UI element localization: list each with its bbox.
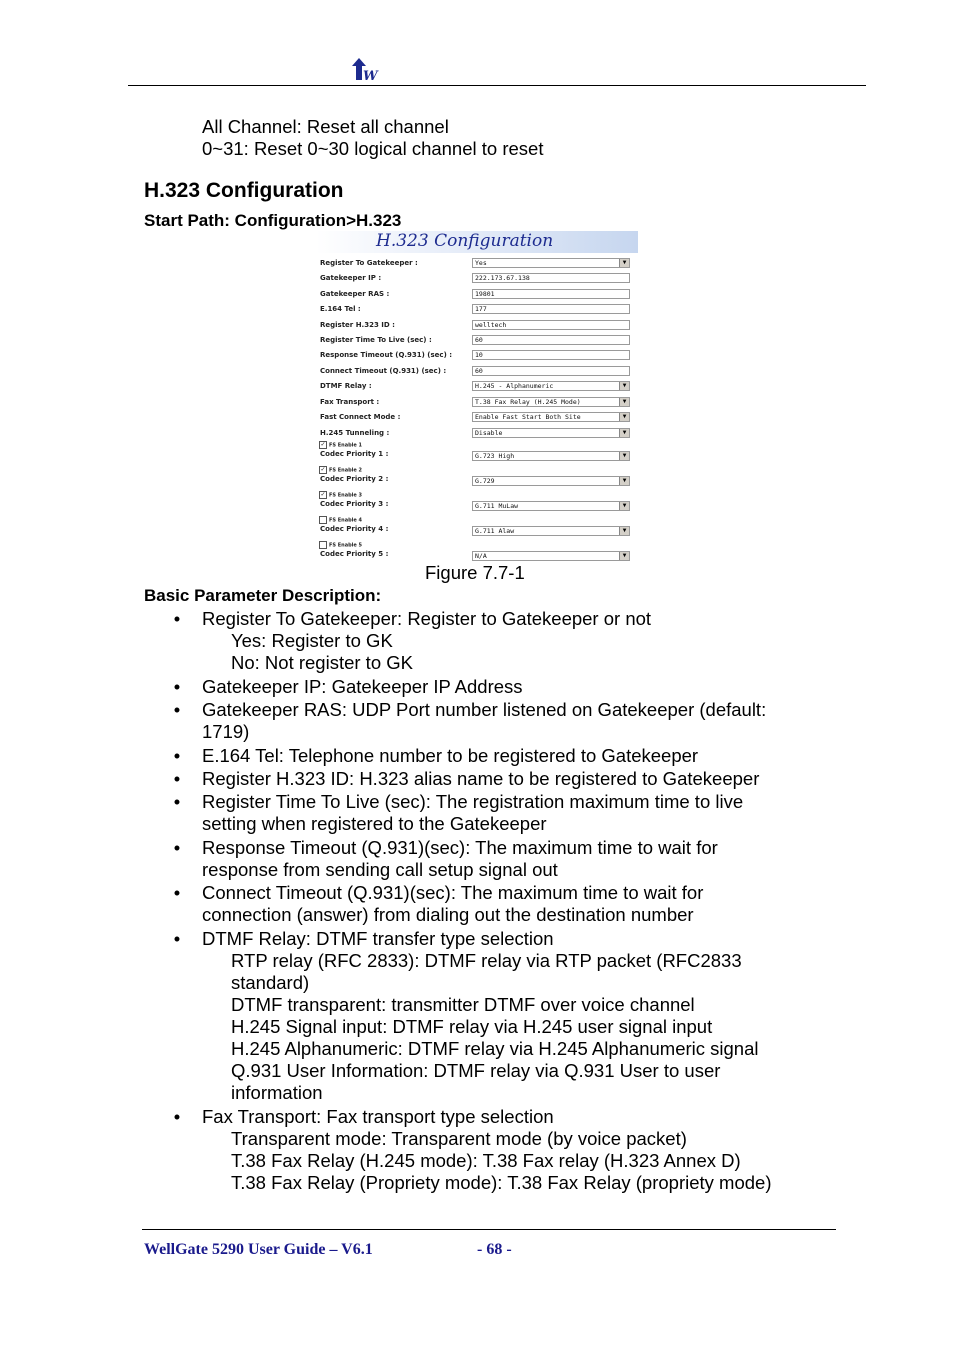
list-item: Gatekeeper IP: Gatekeeper IP Address	[202, 676, 523, 697]
list-item: E.164 Tel: Telephone number to be registered to Gatekeeper	[202, 745, 699, 766]
row-label: Connect Timeout (Q.931) (sec) :	[320, 367, 447, 375]
list-subitem: Transparent mode: Transparent mode (by voice packet)	[231, 1128, 687, 1149]
list-item: Gatekeeper RAS: UDP Port number listened on Gatekeeper (default: 1719)	[202, 699, 767, 742]
list-subitem: H.245 Alphanumeric: DTMF relay via H.245 Alphanumeric signal	[231, 1038, 759, 1059]
fast-connect-select[interactable]: Enable Fast Start Both Site ▼	[472, 412, 630, 422]
list-item: Fax Transport: Fax transport type selection	[202, 1106, 554, 1127]
row-label: Fast Connect Mode :	[320, 413, 401, 421]
row-label: Register Time To Live (sec) :	[320, 336, 432, 344]
checkbox-icon[interactable]: ✓	[320, 441, 326, 448]
fs-enable-checkbox[interactable]: ✓ FS Enable 3	[320, 491, 363, 499]
row-label: Fax Transport :	[320, 398, 380, 406]
row-label: Gatekeeper RAS :	[320, 290, 390, 298]
chevron-down-icon: ▼	[619, 527, 629, 535]
bullet-icon: •	[173, 882, 181, 903]
fs-enable-checkbox[interactable]: ✓ FS Enable 1	[320, 441, 363, 449]
list-subitem: Yes: Register to GK	[231, 630, 393, 651]
fs-enable-checkbox[interactable]: FS Enable 4	[319, 516, 362, 524]
panel-title-bar	[316, 231, 638, 253]
panel-title: H.323 Configuration	[376, 231, 554, 251]
fax-transport-select[interactable]: T.38 Fax Relay (H.245 Mode) ▼	[472, 397, 630, 407]
intro-line: 0~31: Reset 0~30 logical channel to reset	[202, 138, 544, 159]
basic-heading: Basic Parameter Description:	[144, 586, 382, 605]
codec-label: Codec Priority 4 :	[320, 525, 389, 533]
list-subitem: DTMF transparent: transmitter DTMF over voice channel	[231, 994, 695, 1015]
checkbox-icon[interactable]	[319, 541, 327, 549]
bullet-icon: •	[173, 837, 181, 858]
row-label: H.245 Tunneling :	[320, 429, 390, 437]
chevron-down-icon: ▼	[619, 477, 629, 485]
list-subitem: H.245 Signal input: DTMF relay via H.245 user signal input	[231, 1016, 713, 1037]
bullet-icon: •	[173, 1106, 181, 1127]
checkbox-icon[interactable]: ✓	[320, 491, 326, 498]
list-item: DTMF Relay: DTMF transfer type selection	[202, 928, 554, 949]
row-label: Register To Gatekeeper :	[320, 259, 418, 267]
figure-caption: Figure 7.7-1	[425, 562, 525, 583]
codec-priority-select[interactable]: G.711 Alaw ▼	[472, 526, 630, 536]
list-subitem: T.38 Fax Relay (H.245 mode): T.38 Fax relay (H.323 Annex D)	[231, 1150, 741, 1171]
list-item: Register Time To Live (sec): The registration maximum time to live setting when registered to the Gatekeeper	[202, 791, 744, 834]
section-title: H.323 Configuration	[144, 179, 344, 202]
page-number: - 68 -	[477, 1241, 512, 1258]
bullet-icon: •	[173, 745, 181, 766]
row-label: Register H.323 ID :	[320, 321, 395, 329]
codec-priority-select[interactable]: N/A ▼	[472, 551, 630, 561]
row-label: Gatekeeper IP :	[320, 274, 382, 282]
fs-enable-checkbox[interactable]: ✓ FS Enable 2	[320, 466, 363, 474]
chevron-down-icon: ▼	[619, 382, 629, 390]
footer-title: WellGate 5290 User Guide – V6.1	[144, 1241, 373, 1258]
h323-id-input[interactable]: welltech	[472, 320, 630, 330]
connect-timeout-input[interactable]: 60	[472, 366, 630, 376]
dtmf-relay-select[interactable]: H.245 - Alphanumeric ▼	[472, 381, 630, 391]
row-label: E.164 Tel :	[320, 305, 361, 313]
register-gatekeeper-select[interactable]: Yes ▼	[472, 258, 630, 268]
e164-tel-input[interactable]: 177	[472, 304, 630, 314]
gatekeeper-ip-input[interactable]: 222.173.67.138	[472, 273, 630, 283]
list-subitem: Q.931 User Information: DTMF relay via Q.931 User to user information	[231, 1060, 721, 1103]
fs-enable-checkbox[interactable]: FS Enable 5	[319, 541, 362, 549]
list-item: Connect Timeout (Q.931)(sec): The maximum time to wait for connection (answer) from dialing out the destination number	[202, 882, 704, 925]
bullet-icon: •	[173, 676, 181, 697]
h323-config-screenshot	[316, 231, 638, 563]
bullet-icon: •	[173, 928, 181, 949]
codec-priority-select[interactable]: G.729 ▼	[472, 476, 630, 486]
chevron-down-icon: ▼	[619, 398, 629, 406]
chevron-down-icon: ▼	[619, 552, 629, 560]
list-subitem: T.38 Fax Relay (Propriety mode): T.38 Fax Relay (propriety mode)	[231, 1172, 772, 1193]
response-timeout-input[interactable]: 10	[472, 350, 630, 360]
company-logo	[348, 56, 380, 82]
codec-label: Codec Priority 3 :	[320, 500, 389, 508]
codec-label: Codec Priority 2 :	[320, 475, 389, 483]
list-item: Response Timeout (Q.931)(sec): The maximum time to wait for response from sending call setup signal out	[202, 837, 718, 880]
codec-label: Codec Priority 5 :	[320, 550, 389, 558]
row-label: DTMF Relay :	[320, 382, 372, 390]
codec-priority-select[interactable]: G.711 MuLaw ▼	[472, 501, 630, 511]
codec-priority-select[interactable]: G.723 High ▼	[472, 451, 630, 461]
start-path: Start Path: Configuration>H.323	[144, 211, 402, 230]
list-subitem: RTP relay (RFC 2833): DTMF relay via RTP packet (RFC2833 standard)	[231, 950, 742, 993]
chevron-down-icon: ▼	[619, 429, 629, 437]
checkbox-icon[interactable]	[319, 516, 327, 524]
ttl-input[interactable]: 60	[472, 335, 630, 345]
list-item: Register To Gatekeeper: Register to Gatekeeper or not	[202, 608, 652, 629]
bullet-icon: •	[173, 699, 181, 720]
footer-rule	[142, 1229, 836, 1230]
bullet-icon: •	[173, 608, 181, 629]
gatekeeper-ras-input[interactable]: 19801	[472, 289, 630, 299]
intro-line: All Channel: Reset all channel	[202, 116, 449, 137]
chevron-down-icon: ▼	[619, 259, 629, 267]
row-label: Response Timeout (Q.931) (sec) :	[320, 351, 453, 359]
list-item: Register H.323 ID: H.323 alias name to be registered to Gatekeeper	[202, 768, 760, 789]
codec-label: Codec Priority 1 :	[320, 450, 389, 458]
checkbox-icon[interactable]: ✓	[320, 466, 326, 473]
list-subitem: No: Not register to GK	[231, 652, 413, 673]
bullet-icon: •	[173, 791, 181, 812]
chevron-down-icon: ▼	[619, 413, 629, 421]
bullet-icon: •	[173, 768, 181, 789]
chevron-down-icon: ▼	[619, 452, 629, 460]
svg-text:W: W	[363, 69, 378, 82]
h245-tunneling-select[interactable]: Disable ▼	[472, 428, 630, 438]
header-rule	[128, 85, 866, 86]
chevron-down-icon: ▼	[619, 502, 629, 510]
